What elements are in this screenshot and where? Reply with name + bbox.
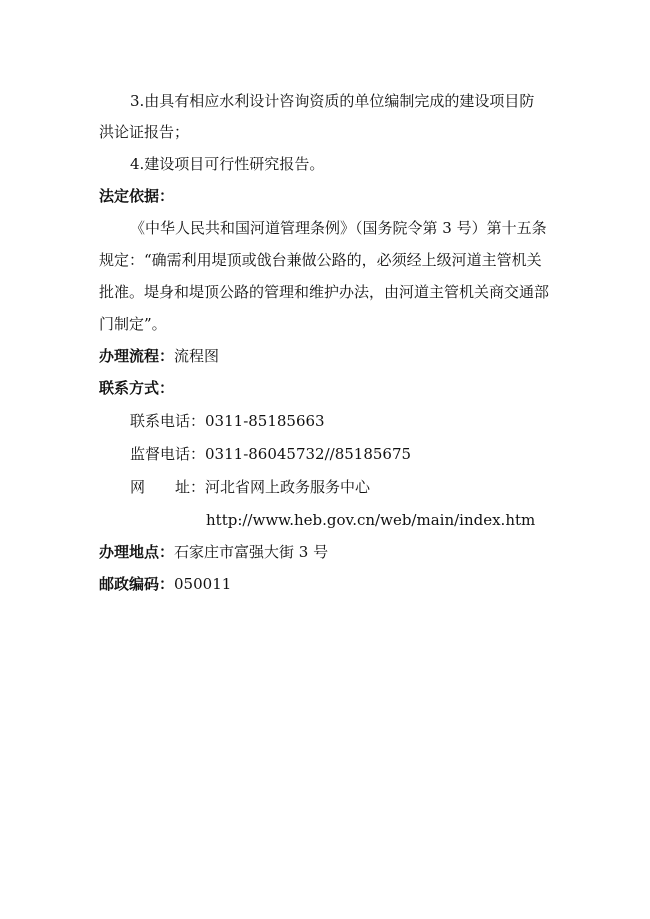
list-item-3-line-1: 3.由具有相应水利设计咨询资质的单位编制完成的建设项目防 <box>130 92 535 110</box>
legal-basis-line-4: 门制定”。 <box>99 315 167 333</box>
legal-basis-line-3: 批准。堤身和堤顶公路的管理和维护办法，由河道主管机关商交通部 <box>99 283 550 301</box>
website-name: 河北省网上政务服务中心 <box>205 478 371 496</box>
supervise-row <box>130 444 411 464</box>
website-url[interactable]: http://www.heb.gov.cn/web/main/index.htm <box>206 511 536 529</box>
phone-number: 0311-85185663 <box>205 412 325 430</box>
postal-value: 050011 <box>174 575 232 593</box>
phone-row <box>130 411 325 431</box>
list-item-4: 4.建设项目可行性研究报告。 <box>130 155 325 173</box>
process-value: 流程图 <box>174 347 220 365</box>
legal-basis-heading: 法定依据： <box>99 187 175 205</box>
contact-heading: 联系方式： <box>99 379 175 397</box>
website-label-part-1: 网 <box>130 478 146 496</box>
phone-label: 联系电话： <box>130 412 206 430</box>
legal-basis-line-2: 规定：“确需利用堤顶或戗台兼做公路的，必须经上级河道主管机关 <box>99 251 542 269</box>
postal-heading: 邮政编码： <box>99 575 175 593</box>
legal-basis-line-1: 《中华人民共和国河道管理条例》（国务院令第 3 号）第十五条 <box>130 219 547 237</box>
postal-row <box>99 574 231 594</box>
list-item-3-line-2: 洪论证报告； <box>99 123 190 141</box>
process-heading: 办理流程： <box>99 347 175 365</box>
website-row <box>130 477 370 497</box>
location-heading: 办理地点： <box>99 543 175 561</box>
location-row <box>99 542 328 562</box>
supervise-phone: 0311-86045732//85185675 <box>205 445 412 463</box>
website-label-part-2: 址： <box>175 478 206 496</box>
process-row <box>99 346 219 366</box>
location-value: 石家庄市富强大街 3 号 <box>174 543 329 561</box>
supervise-label: 监督电话： <box>130 445 206 463</box>
